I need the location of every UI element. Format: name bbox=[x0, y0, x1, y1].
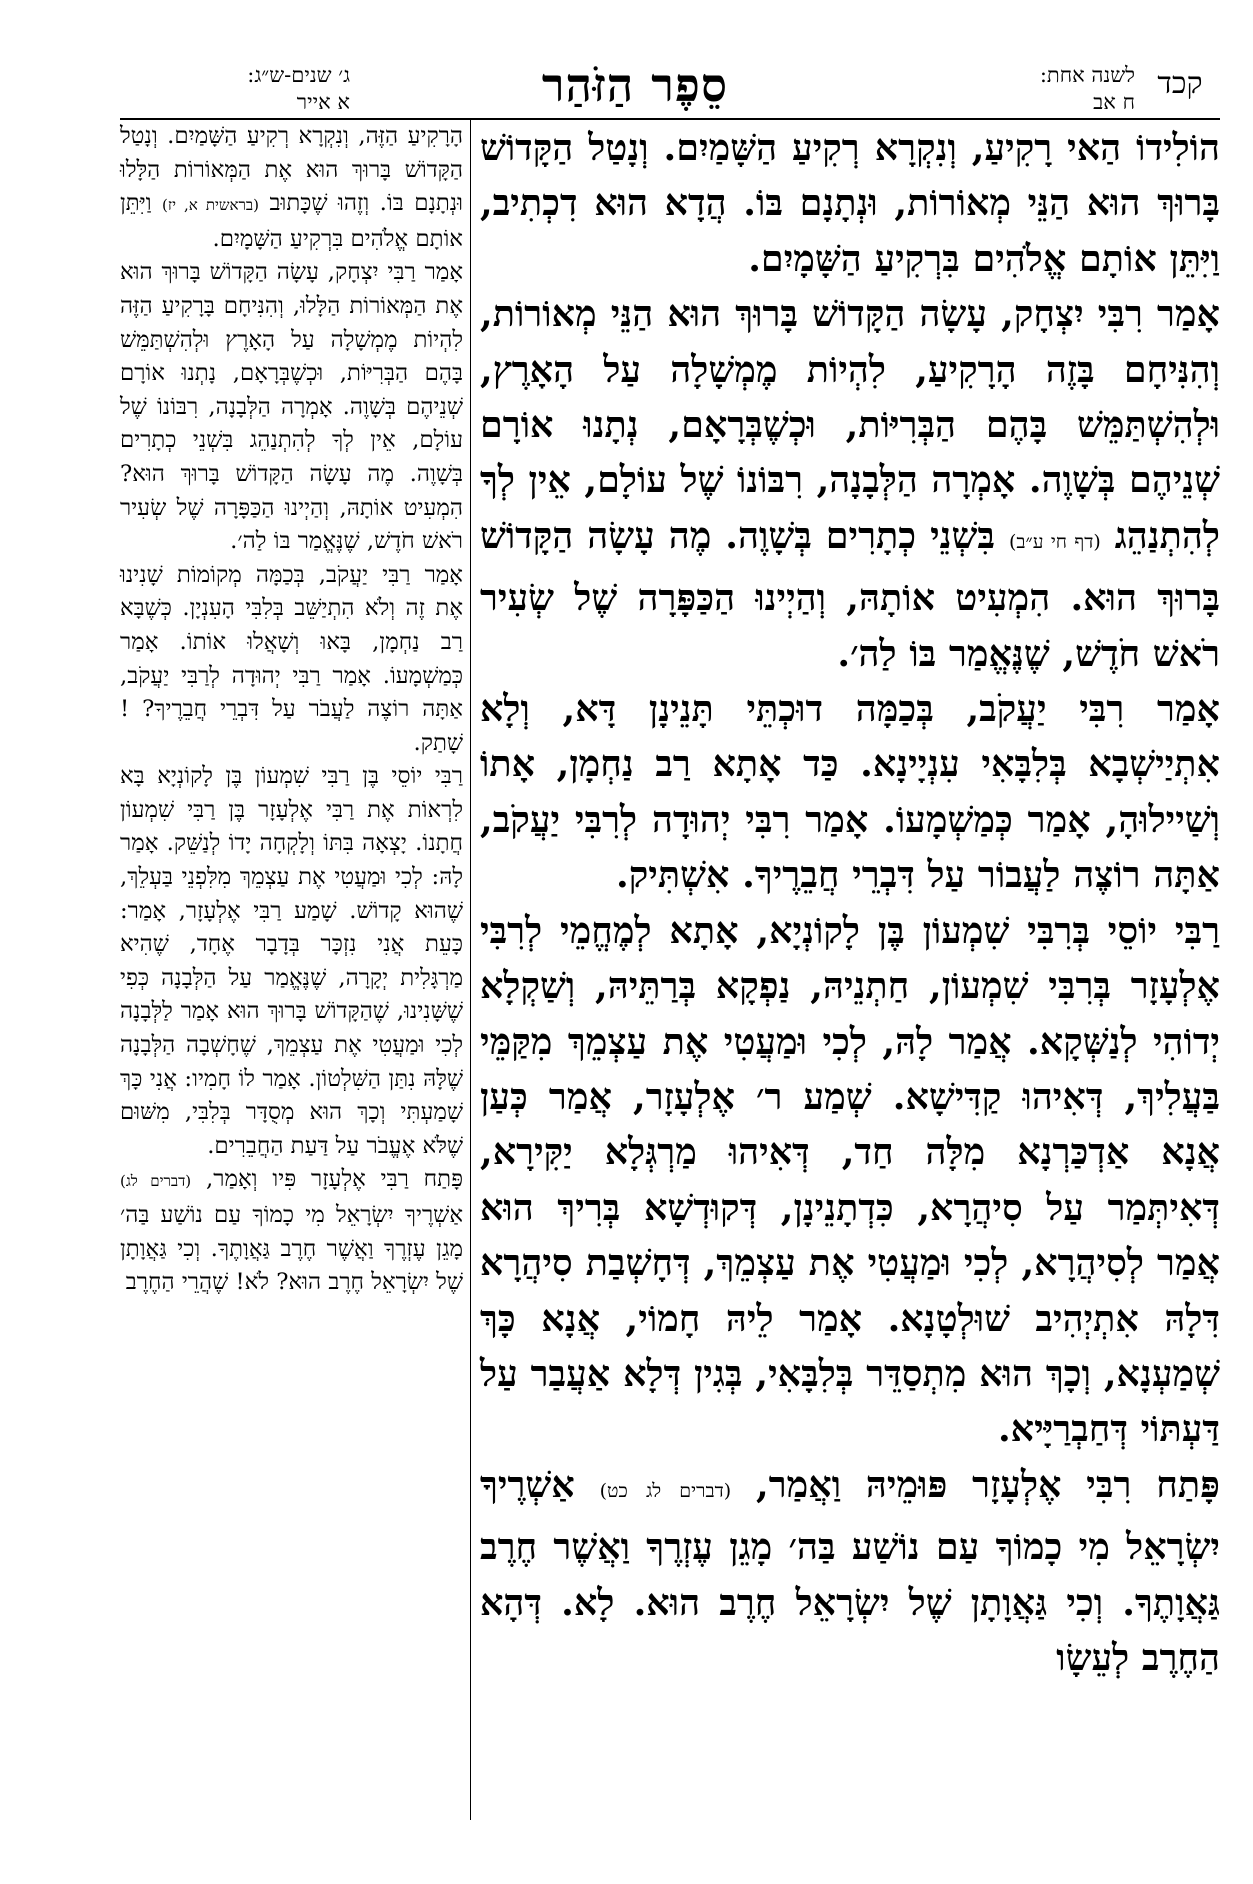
source-reference: (דף חי ע״ב) bbox=[1008, 530, 1101, 553]
source-reference: (דברים לג) bbox=[120, 1172, 192, 1191]
main-paragraph bbox=[480, 286, 1220, 681]
source-reference: (בראשית א, יז) bbox=[162, 196, 259, 215]
main-paragraph: הוֹלִידוֹ הַאי רָקִיעַ, וְנִקְרָא רְקִיעַ הַשָּׁמַיִם. וְנָטַל הַקָּדוֹשׁ בָּרוּךְ הוּא הַנֵּי מְאוֹרוֹת, וּנְתָנָם בּוֹ. הֲדָא הוּא דִכְתִיב, וַיִּתֵּן אוֹתָם אֱלֹהִים בִּרְקִיעַ הַשָּׁמָיִם. bbox=[480, 126, 1220, 280]
side-paragraph-text: פָּתַח רַבִּי אֶלְעָזָר פִּיו וְאָמַר, bbox=[206, 1166, 464, 1193]
main-paragraph-text: אָמַר רִבִּי יִצְחָק, עָשָׂה הַקָּדוֹשׁ בָּרוּךְ הוּא הַנֵּי מְאוֹרוֹת, וְהִנִּיחָם בָּזֶה הָרָקִיעַ, לִהְיוֹת מֶמְשָׁלָה עַל הָאָרֶץ, וּלְהִשְׁתַּמֵּשׁ בָּהֶם הַבְּרִיּוֹת, וּכְשֶׁבְּרָאָם, נְתָנוּ אוֹרָם שְׁנֵיהֶם בְּשָׁוֶה. אָמְרָה הַלְּבָנָה, רִבּוֹנוֹ שֶׁל עוֹלָם, אֵין לְךָ לְהִתְנַהֵג bbox=[480, 292, 1220, 557]
main-paragraph-text: בִּשְׁנֵי כְתָרִים בְּשָׁוֶה. מֶה עָשָׂה הַקָּדוֹשׁ בָּרוּךְ הוּא. הִמְעִיט אוֹתָהּ, וְהַיְינוּ הַכַּפָּרָה שֶׁל שְׂעִיר רֹאשׁ חֹדֶשׁ, שֶׁנֶּאֱמַר בּוֹ לַה׳. bbox=[480, 513, 1220, 675]
side-paragraph-text: הָרָקִיעַ הַזֶּה, וְנִקְרָא רְקִיעַ הַשָּׁמַיִם. וְנָטַל הַקָּדוֹשׁ בָּרוּךְ הוּא אֶת הַמְּאוֹרוֹת הַלָּלוּ וּנְתָנָם בּוֹ. וְזֶהוּ שֶׁכָּתוּב bbox=[120, 123, 464, 217]
header-right-date-line1: לשנה אחת: bbox=[1039, 63, 1135, 87]
main-paragraph-text: אַשְׁרֶיךָ יִשְׂרָאֵל מִי כָמוֹךָ עַם נוֹשַׁע בַּה׳ מָגֵן עֶזְרֶךָ וַאֲשֶׁר חֶרֶב גַּאֲוָתֶךָ. וְכִי גַּאֲוָתָן שֶׁל יִשְׂרָאֵל חֶרֶב הוּא. לָא. דְּהָא הַחֶרֶב לְעֵשָׂו bbox=[480, 1462, 1220, 1679]
header-right-date bbox=[960, 62, 1135, 116]
header-right-date-line2: ח אב bbox=[1093, 90, 1135, 114]
main-paragraph bbox=[480, 1457, 1220, 1686]
header-left bbox=[120, 62, 350, 116]
source-reference: (דברים לג כט) bbox=[599, 1479, 732, 1502]
main-paragraph: רַבִּי יוֹסֵי בְּרִבִּי שִׁמְעוֹן בֶּן לָקוֹנְיָא, אָתָא לְמֶחֱמֵי לְרִבִּי אֶלְעָזָר בְּרִבִּי שִׁמְעוֹן, חַתְנֵיהּ, נַפְקָא בְּרַתֵּיהּ, וְשַׁקְלָא יְדוֹהִי לְנַשְּׁקָא. אֲמַר לָהּ, לְכִי וּמַעֲטִי אֶת עַצְמֵךְ מִקַּמֵּי בַּעֲלִיךְ, דְּאִיהוּ קַדִּישָׁא. שְׁמַע ר׳ אֶלְעָזָר, אֲמַר כְּעַן אֲנָא אַדְכַּרְנָא מִלָּה חַד, דְּאִיהוּ מַרְגְּלָא יַקִּירָא, דְּאִיתְּמַר עַל סִיהֲרָא, כִּדְתָנֵינָן, דְּקוּדְשָׁא בְּרִיךְ הוּא אֲמַר לְסִיהֲרָא, לְכִי וּמַעֲטִי אֶת עַצְמֵךְ, דְּחָשְׁבַת סִיהֲרָא דִּלָהּ אִתְיְהִיב שׁוּלְטָנָא. אָמַר לֵיהּ חָמוֹי, אֲנָא כָּךְ שְׁמַעְנָא, וְכָךְ הוּא מִתְסַדֵּר בְּלִבָּאִי, בְּגִין דְּלָא אַעֲבַר עַל דַּעְתּוֹי דְּחַבְרַיָּיא. bbox=[480, 908, 1220, 1451]
side-paragraph: אָמַר רַבִּי יִצְחָק, עָשָׂה הַקָּדוֹשׁ בָּרוּךְ הוּא אֶת הַמְּאוֹרוֹת הַלָּלוּ, וְהִנִּיחָם בָּרָקִיעַ הַזֶּה לִהְיוֹת מֶמְשָׁלָה עַל הָאָרֶץ וּלְהִשְׁתַּמֵּשׁ בָּהֶם הַבְּרִיּוֹת, וּכְשֶׁבְּרָאָם, נָתְנוּ אוֹרָם שְׁנֵיהֶם בְּשָׁוֶה. אָמְרָה הַלְּבָנָה, רִבּוֹנוֹ שֶׁל עוֹלָם, אֵין לְךָ לְהִתְנַהֵג בִּשְׁנֵי כְתָרִים בְּשָׁוֶה. מֶה עָשָׂה הַקָּדוֹשׁ בָּרוּךְ הוּא? הִמְעִיט אוֹתָהּ, וְהַיְינוּ הַכַּפָּרָה שֶׁל שְׂעִיר רֹאשׁ חֹדֶשׁ, שֶׁנֶּאֱמַר בּוֹ לַה׳. bbox=[120, 259, 463, 555]
main-paragraph: אָמַר רִבִּי יַעֲקֹב, בְּכַמָּה דוּכְתֵּי תָּנֵינָן דָּא, וְלָא אִתְיַישְׁבָא בְּלִבָּאִי עִנְיָינָא. כַּד אָתָא רַב נַחְמָן, אָתוֹ וְשַׁיילוּהָ, אָמַר כְּמַשְׁמָעוֹ. אָמַר רִבִּי יְהוּדָה לְרִבִּי יַעֲקֹב, אַתָּה רוֹצֶה לַעֲבוֹר עַל דִּבְרֵי חֲבֵרֶיךָ. אִשְׁתִּיק. bbox=[480, 687, 1220, 897]
side-paragraph bbox=[120, 120, 463, 256]
side-paragraph bbox=[120, 1163, 463, 1299]
side-paragraph: רַבִּי יוֹסֵי בֶּן רַבִּי שִׁמְעוֹן בֶּן לָקוֹנְיָא בָּא לִרְאוֹת אֶת רַבִּי אֶלְעָזָר בֶּן רַבִּי שִׁמְעוֹן חֲתָנוֹ. יָצְאָה בִּתּוֹ וְלָקְחָה יָדוֹ לְנַשֵּׁק. אָמַר לָהּ: לְכִי וּמַעֲטִי אֶת עַצְמֵךְ מִלִּפְנֵי בַּעְלֵךְ, שֶׁהוּא קָדוֹשׁ. שָׁמַע רַבִּי אֶלְעָזָר, אָמַר: כָּעֵת אֲנִי נִזְכָּר בְּדָבָר אֶחָד, שֶׁהִיא מַרְגָּלִית יְקָרָה, שֶׁנֶּאֱמַר עַל הַלְּבָנָה כְּפִי שֶׁשָּׁנִינוּ, שֶׁהַקָּדוֹשׁ בָּרוּךְ הוּא אָמַר לַלְּבָנָה לְכִי וּמַעֲטִי אֶת עַצְמֵךְ, שֶׁחָשְׁבָה הַלְּבָנָה שֶׁלָּהּ נִתַּן הַשִּׁלְטוֹן. אָמַר לוֹ חָמִיו: אֲנִי כָּךְ שָׁמַעְתִּי וְכָךְ הוּא מְסֻדָּר בְּלִבִּי, מִשּׁוּם שֶׁלֹּא אֶעֱבֹר עַל דַּעַת הַחֲבֵרִים. bbox=[120, 763, 463, 1159]
main-paragraph-text: פָּתַח רִבִּי אֶלְעָזָר פּוּמֵיהּ וַאֲמַר, bbox=[756, 1462, 1220, 1506]
header-left-line1: ג׳ שנים-ש״ג: bbox=[247, 63, 350, 87]
side-column bbox=[120, 120, 463, 1860]
side-paragraph: אָמַר רַבִּי יַעֲקֹב, בְּכַמָּה מְקוֹמוֹת שָׁנִינוּ אֶת זֶה וְלֹא הִתְיַשֵּׁב בְּלִבִּי הָעִנְיָן. כְּשֶׁבָּא רַב נַחְמָן, בָּאוּ וְשָׁאֲלוּ אוֹתוֹ. אָמַר כְּמַשְׁמָעוֹ. אָמַר רַבִּי יְהוּדָה לְרַבִּי יַעֲקֹב, אַתָּה רוֹצֶה לַעֲבֹר עַל דִּבְרֵי חֲבֵרֶיךָ? ! שָׁתַק. bbox=[120, 561, 463, 756]
header-left-line2: א אייר bbox=[296, 90, 350, 114]
page-number: קכד bbox=[1157, 66, 1203, 101]
column-divider bbox=[470, 120, 471, 1820]
side-paragraph-text: וַיִּתֵּן אוֹתָם אֱלֹהִים בִּרְקִיעַ הַשָּׁמָיִם. bbox=[120, 190, 463, 252]
page-title: סֵפֶר הַזֹּהַר bbox=[541, 58, 729, 112]
side-paragraph-text: אַשְׁרֶיךָ יִשְׂרָאֵל מִי כָמוֹךָ עַם נוֹשַׁע בַּה׳ מָגֵן עֶזְרֶךָ וַאֲשֶׁר חֶרֶב גַּאֲוָתֶךָ. וְכִי גַּאֲוָתָן שֶׁל יִשְׂרָאֵל חֶרֶב הוּא? לֹא! שֶׁהֲרֵי הַחֶרֶב bbox=[120, 1202, 463, 1296]
main-column bbox=[480, 120, 1220, 1860]
